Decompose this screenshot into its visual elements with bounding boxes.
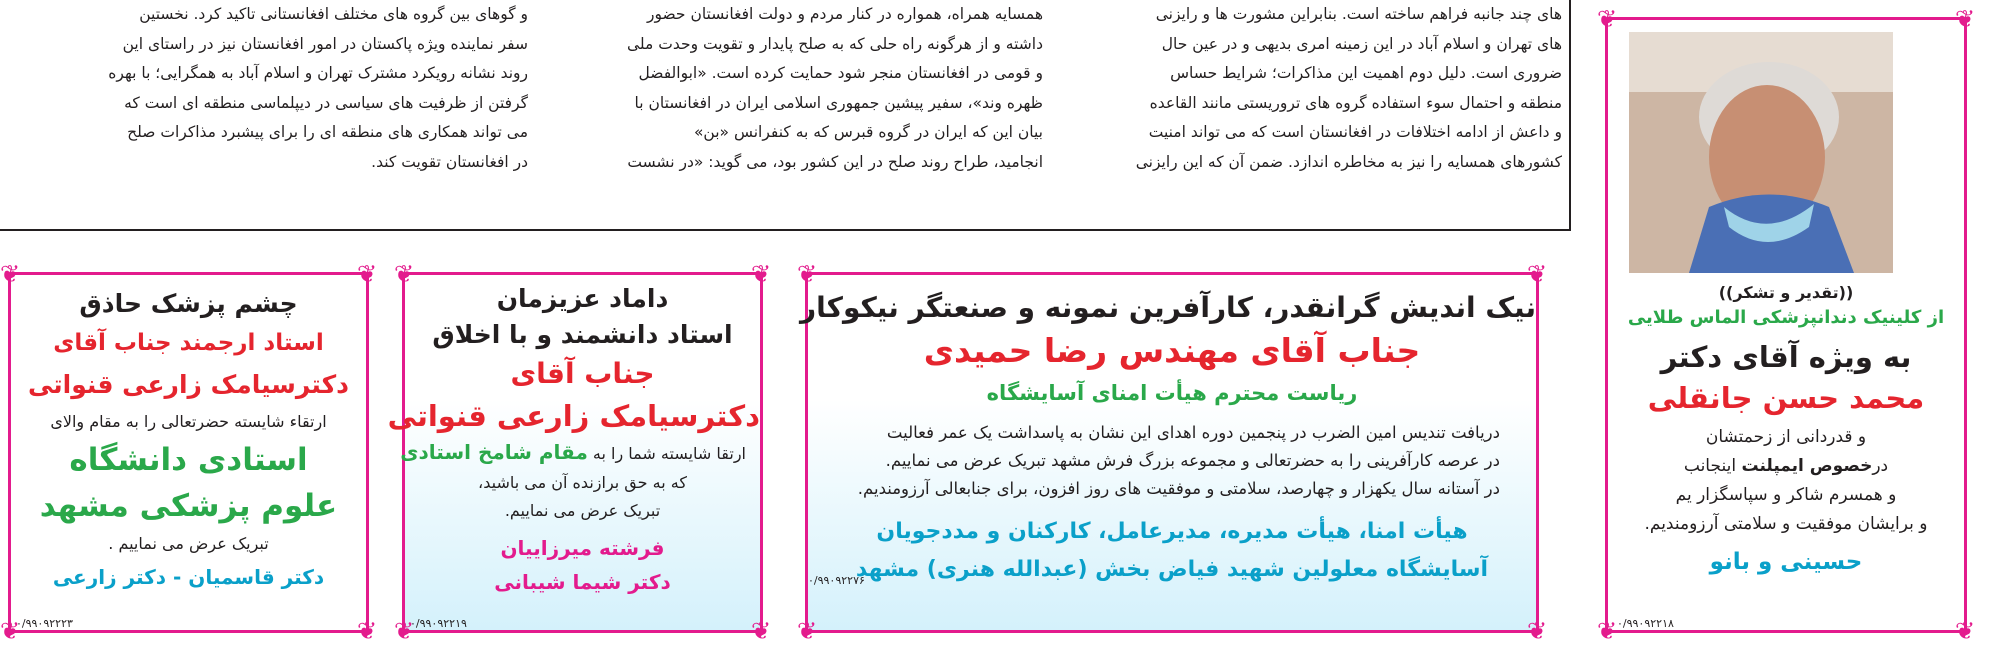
article-line: و داعش از ادامه اختلافات در افغانستان است که می تواند امنیت (1148, 123, 1562, 141)
flourish-icon: ❦ (356, 260, 378, 288)
article-line: و گوهای بین گروه های مختلف افغانستانی تاکید کرد. نخستین (139, 5, 528, 23)
ad1-body2 (1605, 452, 1967, 481)
article-line: های چند جانبه فراهم ساخته است. بنابراین مشورت ها و رایزنی (1155, 5, 1562, 23)
ad1-line1: به ویژه آقای دکتر (1660, 340, 1912, 374)
ad1-body2-suffix: اینجانب (1683, 456, 1742, 476)
article-bottom-rule (0, 229, 1571, 231)
ad3-code: ۰/۹۹۰۹۲۲۱۹ (410, 617, 467, 630)
portrait-photo (1629, 32, 1893, 273)
ad2-sign2: آسایشگاه معلولین شهید فیاض بخش (عبدالله هنری) مشهد (855, 557, 1489, 582)
flourish-icon: ❦ (0, 617, 21, 645)
ad2-name: جناب آقای مهندس رضا حمیدی (923, 331, 1421, 370)
ad4-body1: ارتقاء شایسته حضرتعالی را به مقام والای (50, 412, 327, 431)
ad1-caption: ((تقدیر و تشکر)) (1718, 283, 1854, 302)
flourish-icon: ❦ (1526, 617, 1548, 645)
flourish-icon: ❦ (1596, 617, 1618, 645)
ad2-body-line: دریافت تندیس امین الضرب در پنجمین دوره اهدای این نشان به پاسداشت یک عمر فعالیت (886, 423, 1500, 442)
ad3-title1: داماد عزیزمان (496, 284, 669, 313)
article-line: روند نشانه رویکرد مشترک تهران و اسلام آباد به همگرایی؛ با بهره (108, 64, 528, 82)
ad3-body1-prefix: ارتقا شایسته شما را به (587, 444, 746, 463)
ad2-body-line: در عرصه کارآفرینی را به حضرتعالی و مجموعه بزرگ فرش مشهد تبریک عرض می نماییم. (885, 451, 1500, 470)
ad4-code: ۰/۹۹۰۹۲۲۲۳ (16, 617, 73, 630)
article-line: منطقه و احتمال سوء استفاده گروه های تروریستی مانند القاعده (1149, 93, 1562, 112)
ad1-heading (1605, 337, 1967, 377)
ad3-name1: جناب آقای (510, 357, 655, 390)
ad2-sign1: هیأت امنا، هیأت مدیره، مدیرعامل، کارکنان و مددجویان (876, 519, 1468, 544)
article-line: کشورهای همسایه را نیز به مخاطره اندازد. ضمن آن که این رایزنی (1135, 152, 1562, 171)
article-line: ضروری است. دلیل دوم اهمیت این مذاکرات؛ شرایط حساس (1170, 64, 1562, 82)
ad2-title: نیک اندیش گرانقدر، کارآفرین نمونه و صنعتگر نیکوکار (800, 291, 1536, 324)
article-line: ظهره وند»، سفیر پیشین جمهوری اسلامی ایران در افغانستان با (634, 93, 1043, 112)
ad4-big2: علوم پزشکی مشهد (39, 488, 338, 524)
article-line: های تهران و اسلام آباد در این زمینه امری بدیهی و در عین حال (1161, 34, 1562, 53)
ad4-title: چشم پزشک حاذق (79, 289, 298, 318)
ad4-sign: دکتر قاسمیان - دکتر زارعی (52, 565, 325, 589)
flourish-icon: ❦ (1526, 260, 1548, 288)
ad1-code: ۰/۹۹۰۹۲۲۱۸ (1617, 617, 1674, 630)
ad1-body2-bold: خصوص ایمپلنت (1741, 456, 1873, 476)
article-line: می تواند همکاری های منطقه ای را برای پیشبرد مذاکرات صلح (127, 123, 528, 141)
article-line: بیان این که ایران در گروه قبرس که به کنفرانس «بن» (693, 123, 1043, 141)
flourish-icon: ❦ (393, 617, 415, 645)
flourish-icon: ❦ (393, 260, 415, 288)
article-line: سفر نماینده ویژه پاکستان در امور افغانستان نیز در راستای این (122, 34, 528, 53)
article-line: در افغانستان تقویت کند. (371, 152, 528, 171)
flourish-icon: ❦ (796, 617, 818, 645)
ad3-sign2: دکتر شیما شیبانی (494, 570, 671, 594)
article-column-2 (543, 0, 1043, 177)
ad-congrats-eye-doctor (0, 260, 378, 645)
article-column-1 (1057, 0, 1562, 177)
flourish-icon: ❦ (1954, 617, 1976, 645)
ad4-name1: استاد ارجمند جناب آقای (53, 330, 324, 356)
ad3-title2: استاد دانشمند و با اخلاق (432, 320, 733, 349)
ad1-body4: و برایشان موفقیت و سلامتی آرزومندیم. (1644, 514, 1928, 534)
flourish-icon: ❦ (1954, 5, 1976, 33)
ad3-body1-bold: مقام شامخ استادی (400, 440, 588, 464)
ad4-big1: استادی دانشگاه (69, 442, 308, 478)
ad4-body2: تبریک عرض می نماییم . (108, 534, 269, 553)
article-side-rule (1569, 0, 1571, 231)
ad3-sign1: فرشته میرزاییان (500, 536, 665, 560)
ad1-name: محمد حسن جانقلی (1647, 381, 1925, 415)
portrait-image (1629, 32, 1893, 273)
ad3-name2: دکترسیامک زارعی قنواتی (387, 399, 760, 433)
article-line: گرفتن از ظرفیت های سیاسی در دیپلماسی منطقه ای است که (124, 93, 528, 112)
ad1-signature: حسینی و بانو (1709, 549, 1863, 575)
ad1-text (1605, 283, 1967, 581)
article-line: همسایه همراه، همواره در کنار مردم و دولت افغانستان حضور (647, 5, 1043, 23)
ad-congrats-hamidi (796, 260, 1548, 645)
article-line: انجامید، طراح روند صلح در این کشور بود، می گوید: «در نشست (627, 152, 1043, 171)
flourish-icon: ❦ (0, 260, 21, 288)
article-column-3 (28, 0, 528, 177)
ad1-body2-prefix: در (1872, 456, 1889, 476)
flourish-icon: ❦ (750, 617, 772, 645)
flourish-icon: ❦ (750, 260, 772, 288)
flourish-icon: ❦ (796, 260, 818, 288)
ad1-body1: و قدردانی از زحمتشان (1705, 427, 1867, 447)
ad4-name2: دکترسیامک زارعی قنواتی (27, 370, 349, 399)
ad2-subtitle: ریاست محترم هیأت امنای آسایشگاه (986, 381, 1358, 405)
flourish-icon: ❦ (1596, 5, 1618, 33)
ad1-clinic: از کلینیک دندانپزشکی الماس طلایی (1627, 307, 1945, 328)
ad-congrats-son-in-law (387, 260, 772, 645)
article-line: و قومی در افغانستان منجر شود حمایت کرده است. «ابوالفضل (638, 64, 1043, 82)
ad3-body1 (400, 437, 746, 469)
ad2-code: ۰/۹۹۰۹۲۲۷۶ (808, 574, 865, 587)
ad2-body-line: در آستانه سال یکهزار و چهارصد، سلامتی و موفقیت های روز افزون، برای جنابعالی آرزومندیم. (857, 479, 1500, 498)
article-line: داشته و از هرگونه راه حلی که به صلح پایدار و تقویت وحدت ملی (626, 34, 1043, 53)
ad1-body3: و همسرم شاکر و سپاسگزار یم (1675, 485, 1897, 505)
ad3-body3: تبریک عرض می نماییم. (504, 501, 661, 520)
ad3-body2: که به حق برازنده آن می باشید، (478, 473, 687, 492)
flourish-icon: ❦ (356, 617, 378, 645)
